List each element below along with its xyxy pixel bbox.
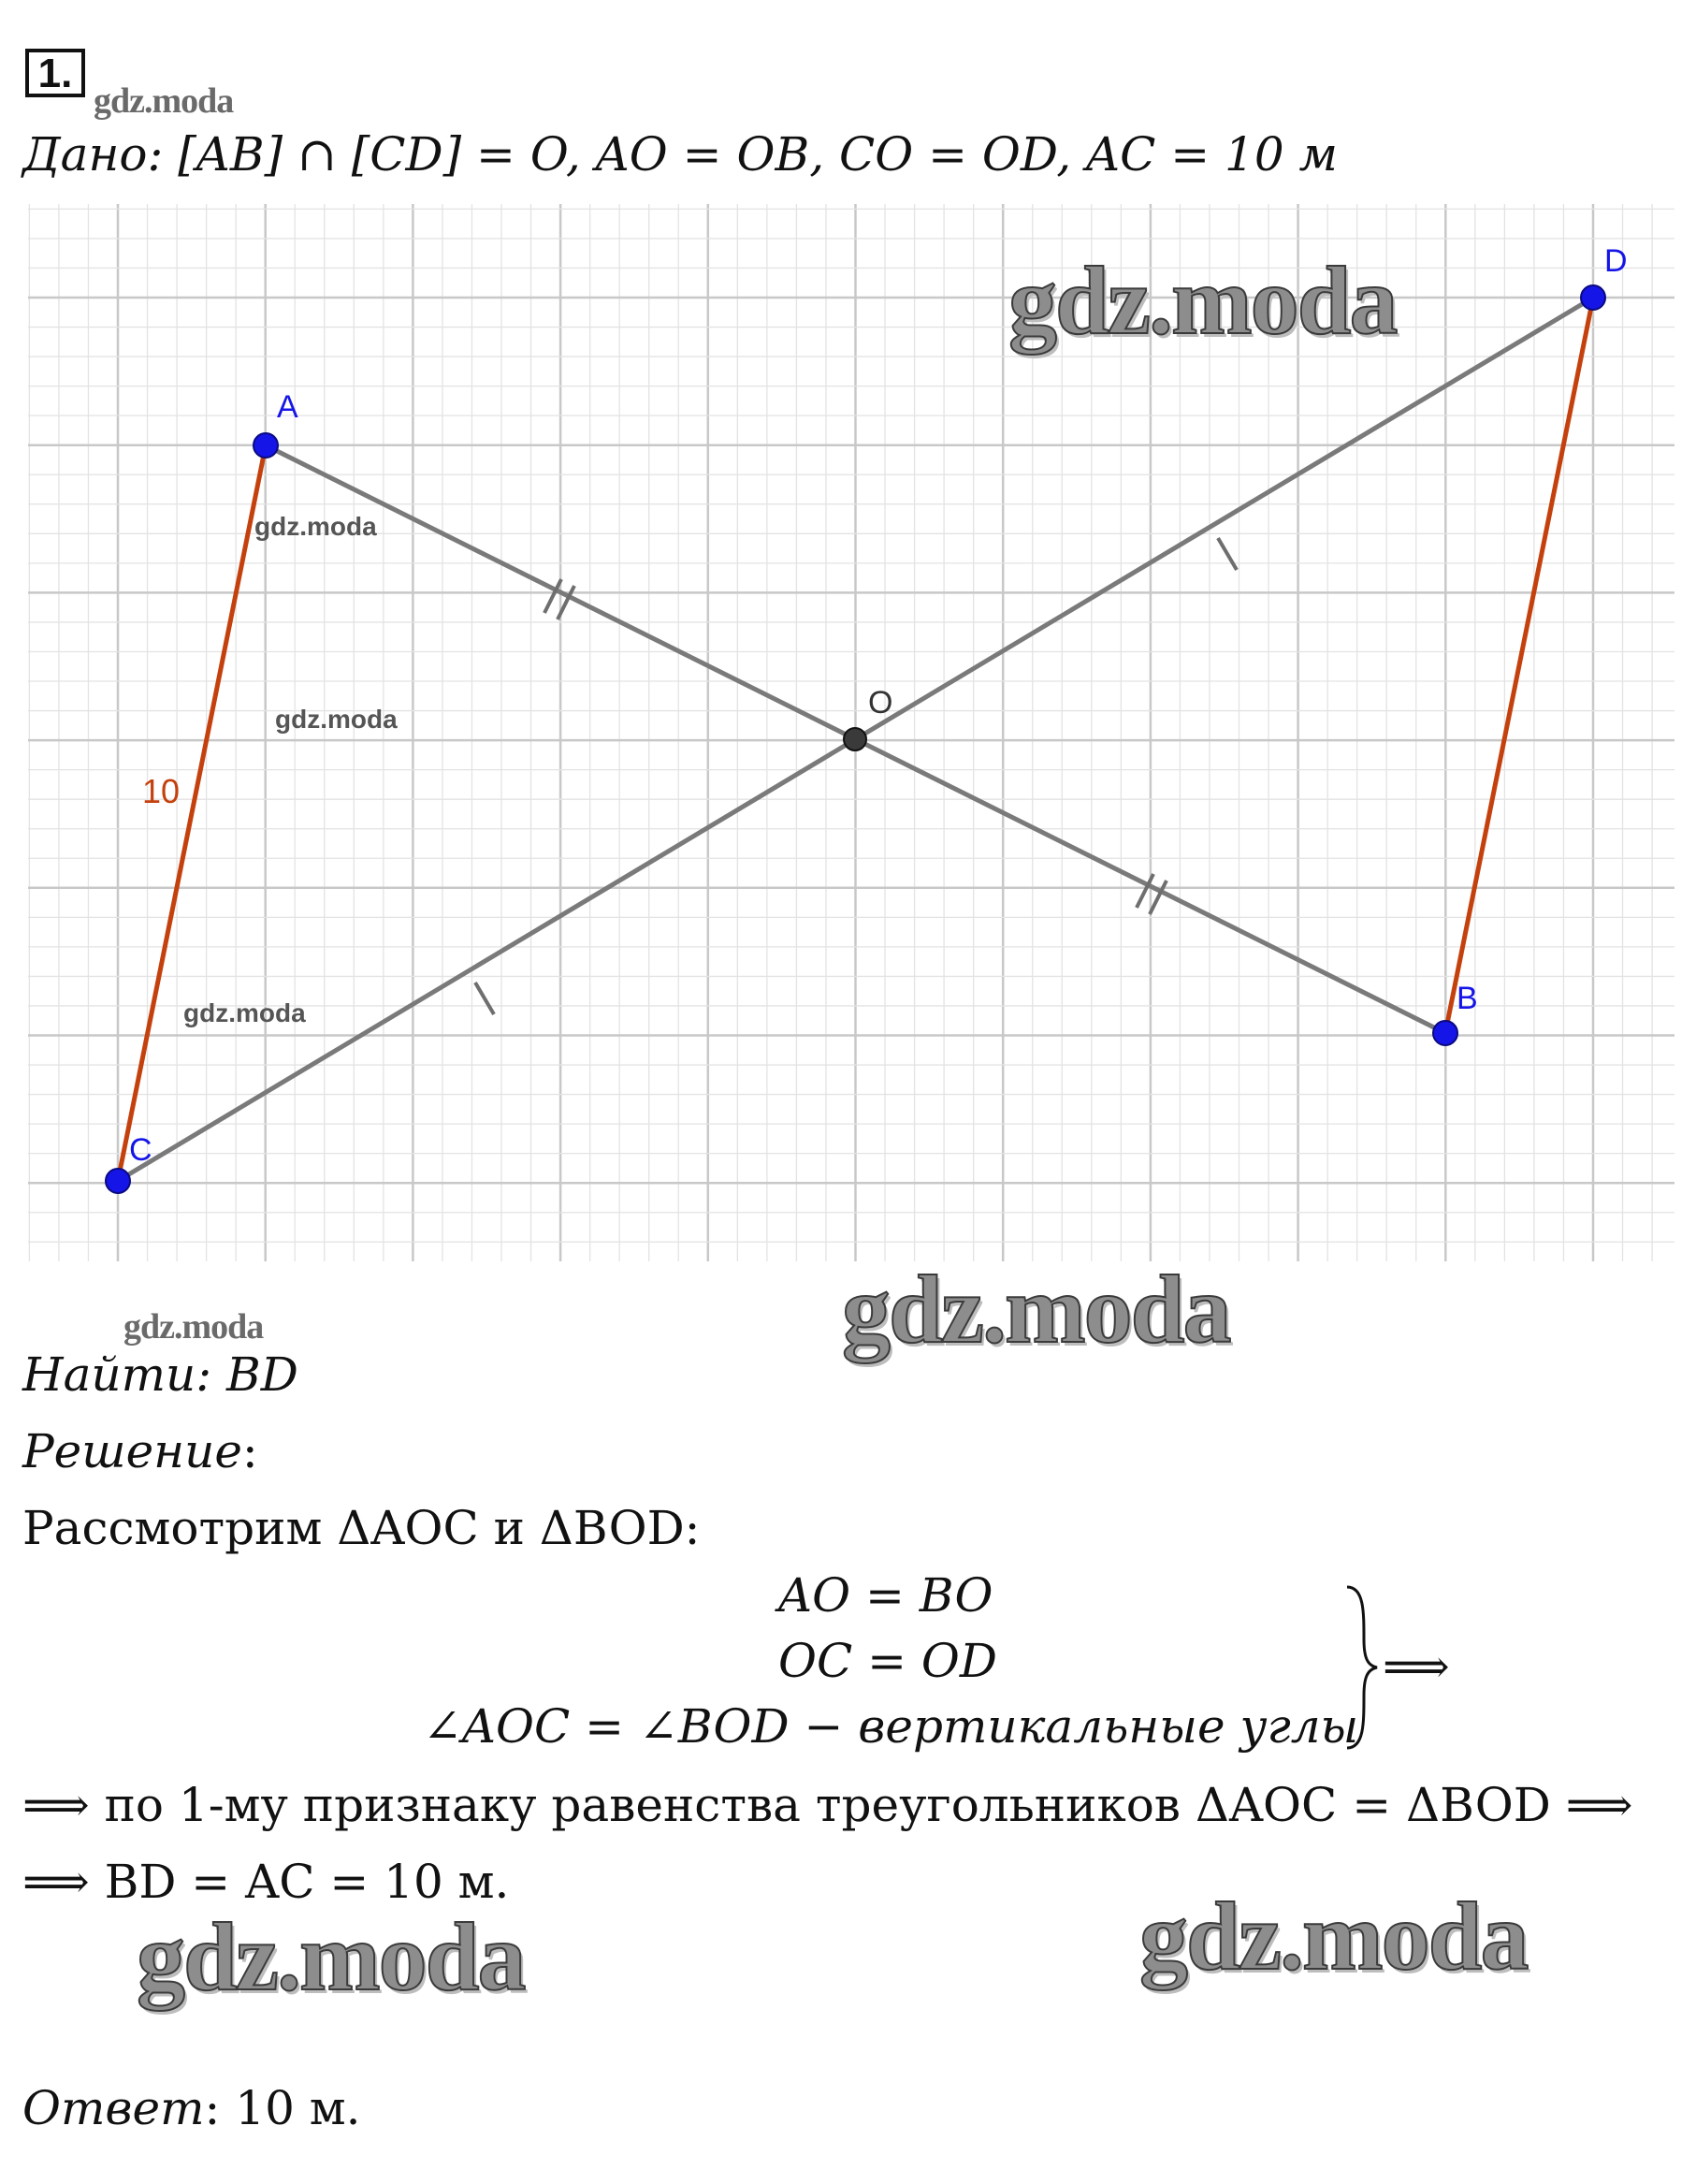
implies-arrow: ⟹ [1383,1639,1450,1694]
geometry-figure [0,187,1696,1273]
find-text: : BD [196,1347,298,1402]
conclusion-line-2: ⟹ BD = AC = 10 м. [22,1855,510,1909]
given-label: Дано [22,127,148,182]
point-b [1433,1021,1457,1045]
given-text: : [AB] ∩ [CD] = O, AO = OB, CO = OD, AC = 10 м [147,127,1339,182]
label-a: A [277,389,298,425]
watermark-fig-2: gdz.moda [275,705,398,734]
label-d: D [1604,243,1628,279]
find-line [22,1347,298,1402]
segment-bd [1445,298,1593,1033]
answer-label: Ответ [22,2081,205,2135]
watermark-large-4: gdz.moda [1139,1883,1528,1990]
solution-colon: : [241,1424,258,1478]
watermark-fig-3: gdz.moda [183,998,306,1027]
solution-label: Решение [22,1424,242,1478]
point-c [106,1169,130,1193]
point-d [1581,285,1605,310]
point-o [844,728,866,750]
given-line [22,127,1338,182]
consider-line: Рассмотрим ΔAOC и ΔBOD: [22,1501,701,1555]
answer-line [22,2081,361,2135]
condition-3: ∠AOC = ∠BOD − вертикальные углы [423,1699,1359,1754]
watermark-top: gdz.moda [94,81,234,121]
find-label: Найти [22,1347,196,1402]
label-c: C [129,1132,152,1168]
watermark-fig-1: gdz.moda [254,512,377,541]
problem-number: 1. [25,49,85,97]
condition-2: OC = OD [778,1634,998,1688]
point-a [254,433,278,458]
watermark-large-3: gdz.moda [137,1903,525,2011]
watermark-small-2: gdz.moda [123,1307,264,1347]
label-b: B [1457,981,1478,1016]
watermark-large-2: gdz.moda [842,1256,1230,1363]
system-brace-icon [1343,1583,1381,1752]
label-o: O [868,685,893,721]
answer-text: : 10 м. [204,2081,361,2135]
condition-1: AO = BO [778,1568,993,1623]
watermark-large-1: gdz.moda [1008,247,1397,355]
solution-heading [22,1424,258,1478]
label-ac-length: 10 [142,772,181,810]
conclusion-line-1: ⟹ по 1-му признаку равенства треугольников ΔAOC = ΔBOD ⟹ [22,1778,1633,1832]
segment-ac [118,445,266,1181]
